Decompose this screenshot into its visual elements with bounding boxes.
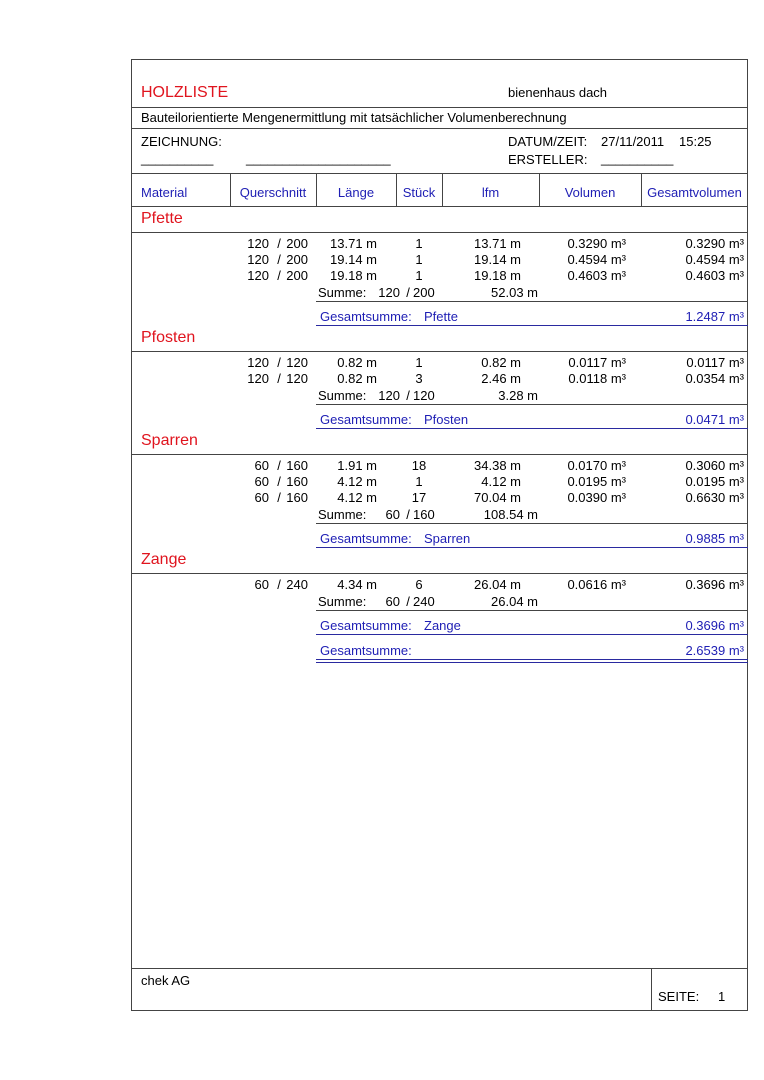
divider [131, 107, 748, 108]
sum-q1: 60 [385, 594, 400, 609]
divider [131, 206, 748, 207]
cell-q1: 60 [254, 490, 269, 505]
col-separator [641, 173, 642, 206]
cell-lfm: 70.04 m [474, 490, 521, 505]
sum-q1: 60 [385, 507, 400, 522]
sum-q1: 120 [378, 285, 400, 300]
divider [316, 610, 748, 611]
cell-gesamt: 0.3290 m³ [685, 236, 744, 251]
cell-laenge: 4.34 m [337, 577, 377, 592]
grand-total-value: 2.6539 m³ [685, 643, 744, 658]
sum-q2: 200 [413, 285, 435, 300]
cell-gesamt: 0.3060 m³ [685, 458, 744, 473]
cell-stueck: 1 [415, 474, 423, 489]
cell-q1: 60 [254, 458, 269, 473]
cell-volumen: 0.0195 m³ [567, 474, 626, 489]
sum-q2: 160 [413, 507, 435, 522]
sum-sep: / [406, 507, 410, 522]
cell-gesamt: 0.3696 m³ [685, 577, 744, 592]
cell-stueck: 18 [411, 458, 427, 473]
cell-gesamt: 0.0354 m³ [685, 371, 744, 386]
blank-line-1: __________ [141, 151, 214, 166]
sum-lfm: 52.03 m [491, 285, 538, 300]
cell-sep: / [277, 371, 281, 386]
cell-q2: 160 [286, 458, 308, 473]
cell-q1: 60 [254, 474, 269, 489]
cell-stueck: 3 [415, 371, 423, 386]
sum-sep: / [406, 594, 410, 609]
divider [316, 523, 748, 524]
cell-q2: 240 [286, 577, 308, 592]
cell-laenge: 13.71 m [330, 236, 377, 251]
cell-q2: 200 [286, 236, 308, 251]
cell-lfm: 19.18 m [474, 268, 521, 283]
subtitle: Bauteilorientierte Mengenermittlung mit tatsächlicher Volumenberechnung [141, 110, 567, 125]
group-title: Pfette [141, 210, 183, 227]
zeit-value: 15:25 [679, 134, 712, 149]
cell-sep: / [277, 252, 281, 267]
sum-q1: 120 [378, 388, 400, 403]
cell-q2: 160 [286, 474, 308, 489]
cell-q1: 120 [247, 355, 269, 370]
project-name: bienenhaus dach [508, 85, 608, 100]
cell-volumen: 0.0117 m³ [568, 355, 626, 370]
cell-stueck: 17 [411, 490, 427, 505]
sum-lfm: 3.28 m [498, 388, 538, 403]
cell-gesamt: 0.4594 m³ [685, 252, 744, 267]
cell-volumen: 0.0390 m³ [567, 490, 626, 505]
sum-label: Summe: [318, 388, 367, 403]
cell-q1: 120 [247, 236, 269, 251]
group-total-label: Gesamtsumme: [320, 309, 412, 324]
cell-q2: 200 [286, 268, 308, 283]
cell-sep: / [277, 490, 281, 505]
col-gesamtvolumen: Gesamtvolumen [647, 185, 742, 200]
group-total-name: Pfette [424, 309, 458, 324]
page-label: SEITE: [658, 989, 700, 1004]
divider [131, 968, 748, 969]
divider [131, 173, 748, 174]
cell-q1: 120 [247, 371, 269, 386]
cell-sep: / [277, 474, 281, 489]
col-laenge: Länge [337, 185, 375, 200]
col-material: Material [141, 185, 188, 200]
cell-q2: 120 [286, 371, 308, 386]
cell-sep: / [277, 236, 281, 251]
col-separator [316, 173, 317, 206]
footer-separator [651, 968, 652, 1011]
divider [316, 301, 748, 302]
group-total-name: Sparren [424, 531, 471, 546]
divider [131, 573, 748, 574]
divider [131, 454, 748, 455]
group-total-value: 0.9885 m³ [685, 531, 744, 546]
cell-volumen: 0.4594 m³ [567, 252, 626, 267]
divider [131, 351, 748, 352]
cell-q1: 120 [247, 268, 269, 283]
cell-lfm: 2.46 m [481, 371, 521, 386]
sum-lfm: 26.04 m [491, 594, 538, 609]
cell-lfm: 4.12 m [481, 474, 521, 489]
sum-label: Summe: [318, 285, 367, 300]
cell-q2: 160 [286, 490, 308, 505]
col-volumen: Volumen [564, 185, 616, 200]
col-separator [396, 173, 397, 206]
cell-volumen: 0.3290 m³ [567, 236, 626, 251]
cell-laenge: 19.18 m [330, 268, 377, 283]
col-stueck: Stück [402, 185, 436, 200]
zeichnung-label: ZEICHNUNG: [141, 134, 222, 149]
col-separator [230, 173, 231, 206]
group-title: Zange [141, 551, 187, 568]
cell-gesamt: 0.0117 m³ [686, 355, 744, 370]
col-separator [442, 173, 443, 206]
page-title: HOLZLISTE [141, 84, 229, 101]
group-total-name: Pfosten [424, 412, 469, 427]
grand-total-label: Gesamtsumme: [320, 643, 412, 658]
cell-volumen: 0.4603 m³ [567, 268, 626, 283]
cell-stueck: 1 [415, 355, 423, 370]
cell-laenge: 4.12 m [337, 474, 377, 489]
sum-q2: 240 [413, 594, 435, 609]
group-total-value: 1.2487 m³ [685, 309, 744, 324]
cell-sep: / [277, 268, 281, 283]
cell-laenge: 1.91 m [337, 458, 377, 473]
cell-lfm: 34.38 m [474, 458, 521, 473]
cell-volumen: 0.0616 m³ [567, 577, 626, 592]
cell-stueck: 1 [415, 268, 423, 283]
blank-line-3: __________ [601, 151, 674, 166]
divider [316, 325, 748, 326]
cell-q2: 200 [286, 252, 308, 267]
cell-lfm: 19.14 m [474, 252, 521, 267]
cell-gesamt: 0.4603 m³ [685, 268, 744, 283]
blank-line-2: ____________________ [246, 151, 391, 166]
col-separator [539, 173, 540, 206]
group-total-label: Gesamtsumme: [320, 531, 412, 546]
group-total-value: 0.3696 m³ [685, 618, 744, 633]
cell-stueck: 1 [415, 252, 423, 267]
cell-q1: 60 [254, 577, 269, 592]
divider [316, 404, 748, 405]
col-querschnitt: Querschnitt [239, 185, 307, 200]
cell-volumen: 0.0118 m³ [568, 371, 626, 386]
divider [316, 634, 748, 635]
cell-volumen: 0.0170 m³ [567, 458, 626, 473]
sum-sep: / [406, 285, 410, 300]
page-number: 1 [718, 989, 726, 1004]
sum-label: Summe: [318, 594, 367, 609]
company-name: chek AG [141, 973, 191, 988]
sum-sep: / [406, 388, 410, 403]
cell-stueck: 6 [415, 577, 423, 592]
ersteller-label: ERSTELLER: [508, 152, 588, 167]
divider [131, 232, 748, 233]
cell-lfm: 13.71 m [474, 236, 521, 251]
cell-q2: 120 [286, 355, 308, 370]
cell-q1: 120 [247, 252, 269, 267]
cell-lfm: 26.04 m [474, 577, 521, 592]
divider [316, 547, 748, 548]
group-title: Pfosten [141, 329, 196, 346]
group-total-label: Gesamtsumme: [320, 412, 412, 427]
col-lfm: lfm [481, 185, 500, 200]
divider [316, 428, 748, 429]
group-total-label: Gesamtsumme: [320, 618, 412, 633]
group-total-value: 0.0471 m³ [685, 412, 744, 427]
cell-sep: / [277, 577, 281, 592]
sum-q2: 120 [413, 388, 435, 403]
divider [131, 128, 748, 129]
cell-laenge: 19.14 m [330, 252, 377, 267]
cell-lfm: 0.82 m [481, 355, 521, 370]
cell-sep: / [277, 458, 281, 473]
cell-gesamt: 0.6630 m³ [685, 490, 744, 505]
cell-laenge: 0.82 m [337, 355, 377, 370]
datum-value: 27/11/2011 [601, 134, 665, 149]
datum-label: DATUM/ZEIT: [508, 134, 588, 149]
sum-lfm: 108.54 m [483, 507, 538, 522]
cell-sep: / [277, 355, 281, 370]
cell-laenge: 0.82 m [337, 371, 377, 386]
cell-gesamt: 0.0195 m³ [685, 474, 744, 489]
group-total-name: Zange [424, 618, 461, 633]
cell-laenge: 4.12 m [337, 490, 377, 505]
divider [316, 662, 748, 663]
group-title: Sparren [141, 432, 198, 449]
cell-stueck: 1 [415, 236, 423, 251]
divider [316, 659, 748, 660]
sum-label: Summe: [318, 507, 367, 522]
